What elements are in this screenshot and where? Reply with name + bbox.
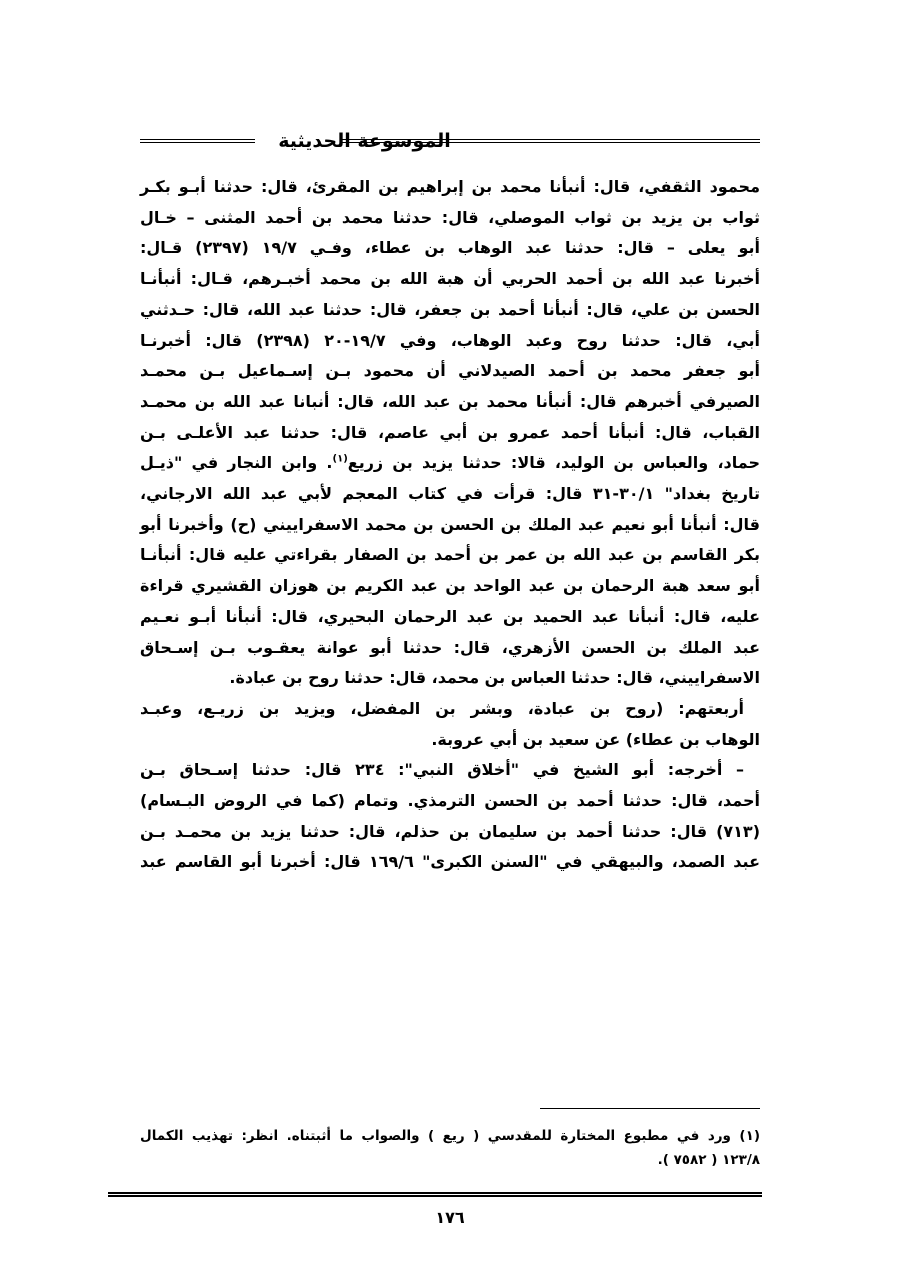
text-line-with-note — [140, 448, 760, 479]
header-title: الموسوعة الحديثية — [278, 130, 451, 152]
footnote-line: ١٢٣/٨ ( ٧٥٨٢ ). — [657, 1152, 760, 1168]
footnote — [140, 1124, 760, 1172]
text-line: عبد الملك بن الحسن الأزهري، قال: حدثنا أبو عوانة يعقـوب بـن إسـحاق — [140, 637, 760, 657]
text-line: القباب، قال: أنبأنا أحمد عمرو بن أبي عاصم، قال: حدثنا عبد الأعلـى بـن — [140, 422, 760, 442]
text-line: أحمد، قال: حدثنا أحمد بن الحسن الترمذي. وتمام (كما في الروض البـسام) — [140, 791, 760, 811]
running-header — [140, 128, 760, 154]
text-line: – أخرجه: أبو الشيخ في "أخلاق النبي": ٢٣٤ قال: حدثنا إسـحاق بـن — [140, 760, 744, 780]
text-line: الوهاب بن عطاء) عن سعيد بن أبي عروبة. — [431, 729, 760, 749]
text-line: عبد الصمد، والبيهقي في "السنن الكبرى" ١٦٩/٦ قال: أخبرنا أبو القاسم عبد — [140, 852, 760, 872]
text-line: أبو سعد هبة الرحمان بن عبد الواحد بن عبد الكريم بن هوزان القشيري قراءة — [140, 576, 760, 596]
text-line: الصيرفي أخبرهم قال: أنبأنا محمد بن عبد الله، قال: أنبانا عبد الله بن محمـد — [140, 391, 760, 411]
text-line: الاسفراييني، قال: حدثنا العباس بن محمد، قال: حدثنا روح بن عبادة. — [229, 668, 760, 688]
footnote-marker: (١) — [332, 454, 348, 465]
text-segment: حماد، والعباس بن الوليد، قالا: حدثنا يزيد بن زريع — [347, 453, 761, 473]
text-line: الحسن بن علي، قال: أنبأنا أحمد بن جعفر، قال: حدثنا عبد الله، قال: حـدثني — [140, 299, 760, 319]
text-line: أبو يعلى – قال: حدثنا عبد الوهاب بن عطاء، وفـي ١٩/٧ (٢٣٩٧) قـال: — [140, 238, 760, 258]
text-line: أبو جعفر محمد بن أحمد الصيدلاني أن محمود بـن إسـماعيل بـن محمـد — [140, 361, 760, 381]
text-line: أبي، قال: حدثنا روح وعبد الوهاب، وفي ١٩/٧-٢٠ (٢٣٩٨) قال: أخبرنـا — [140, 330, 761, 350]
footnote-line: (١) ورد في مطبوع المختارة للمقدسي ( ريع ) والصواب ما أثبتناه. انظر: تهذيب الكمال — [140, 1128, 760, 1144]
bottom-rule — [108, 1192, 762, 1197]
text-line: ثواب بن يزيد بن ثواب الموصلي، قال: حدثنا محمد بن أحمد المثنى – خـال — [140, 207, 760, 227]
page-number: ١٧٦ — [435, 1208, 465, 1227]
text-line: تاريخ بغداد" ٣٠/١-٣١ قال: قرأت في كتاب المعجم لأبي عبد الله الارجاني، — [140, 484, 761, 504]
text-line: بكر القاسم بن عبد الله بن عمر بن أحمد بن الصفار بقراءتي عليه قال: أنبأنـا — [140, 545, 760, 565]
header-rule-left — [140, 139, 255, 143]
main-text — [140, 172, 760, 878]
text-line: أخبرنا عبد الله بن أحمد الحربي أن هبة الله بن محمد أخبـرهم، قـال: أنبأنـا — [140, 269, 760, 289]
text-line: قال: أنبأنا أبو نعيم عبد الملك بن الحسن بن محمد الاسفراييني (ح) وأخبرنا أبو — [140, 514, 760, 534]
text-line: عليه، قال: أنبأنا عبد الحميد بن عبد الرحمان البحيري، قال: أنبأنا أبـو نعـيم — [140, 606, 760, 626]
header-rule-right — [342, 139, 760, 143]
text-segment: . وابن النجار في "ذيـل — [140, 453, 333, 473]
text-line: أربعتهم: (روح بن عبادة، وبشر بن المفضل، ويزيد بن زريـع، وعبـد — [140, 698, 744, 718]
text-line: محمود الثقفي، قال: أنبأنا محمد بن إبراهيم بن المقرئ، قال: حدثنا أبـو بكـر — [140, 177, 760, 196]
text-line: (٧١٣) قال: حدثنا أحمد بن سليمان بن حذلم، قال: حدثنا يزيد بن محمـد بـن — [140, 821, 760, 841]
footnote-separator — [540, 1108, 760, 1109]
